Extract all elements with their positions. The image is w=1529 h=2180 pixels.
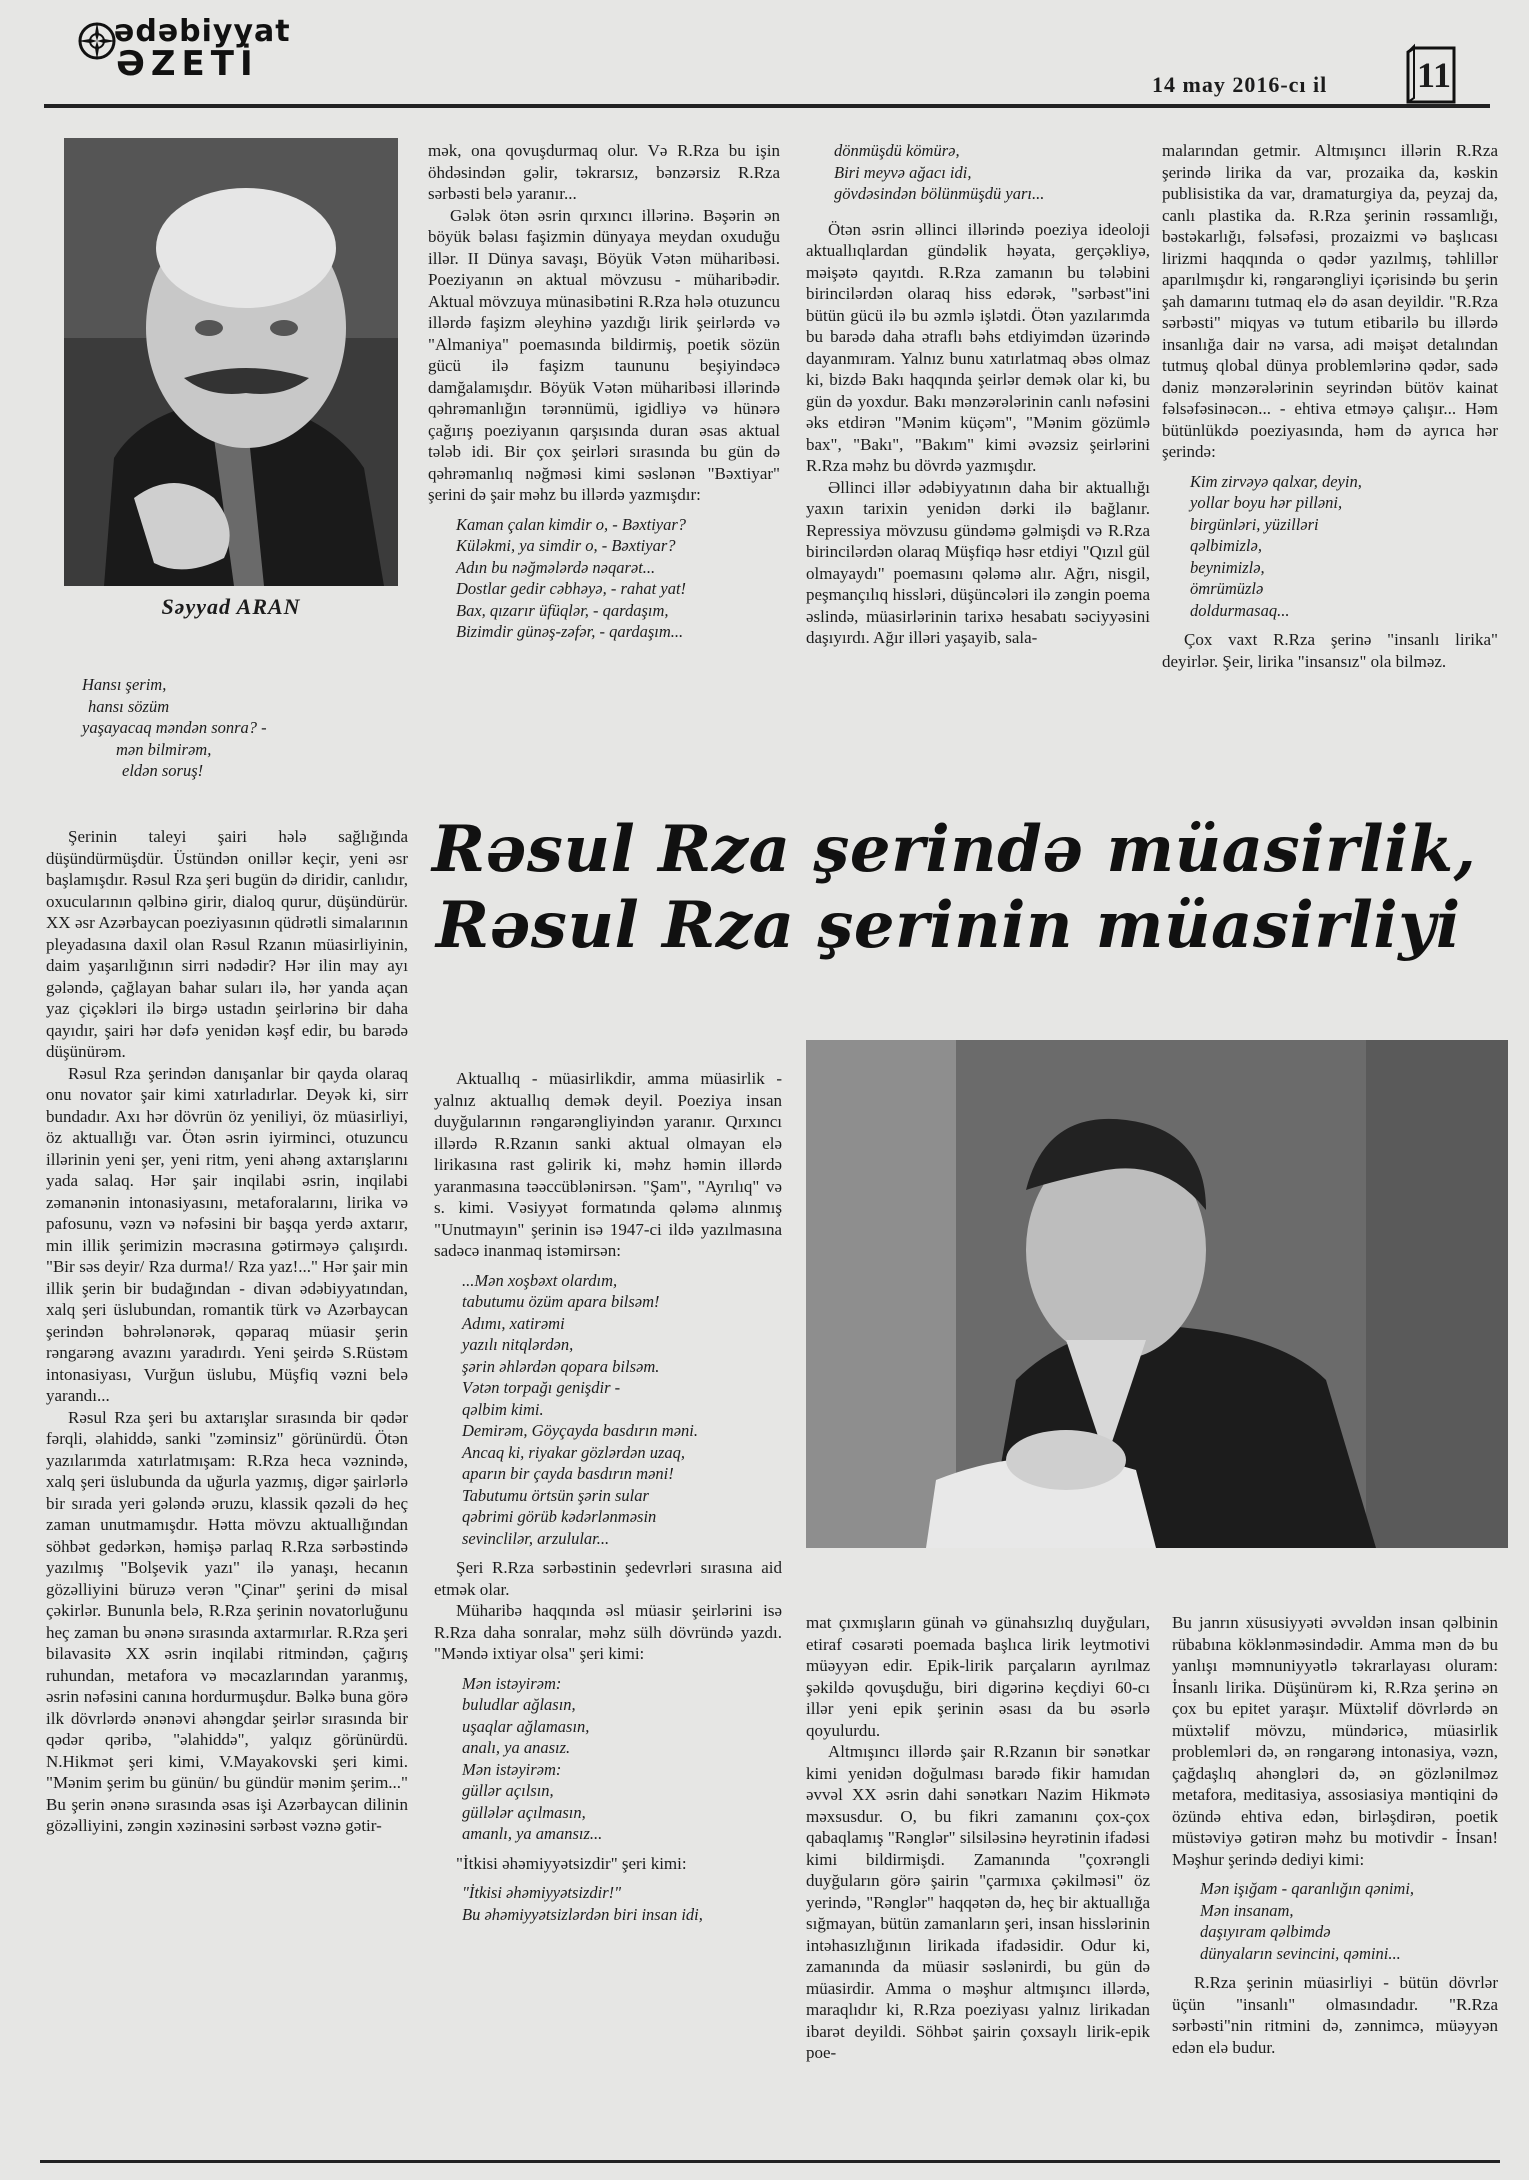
poem-line: Dostlar gedir cəbhəyə, - rahat yat!	[456, 579, 687, 598]
epigraph-line: Hansı şerim,	[82, 675, 167, 694]
article-column-4-bottom	[1172, 1612, 1498, 2058]
article-column-2-bottom	[434, 1068, 782, 1933]
paragraph: Şerinin taleyi şairi hələ sağlığında düşündürmüşdür. Üstündən onillər keçir, yeni əsr başlamışdır. Rəsul Rza şeri bugün də diridir, canlıdır, oxucularının qəlbinə girir, dialoq qurur, düşündürür. XX əsr Azərbaycan poeziyasının qüdrətli simalarının pleyadasına daxil olan Rəsul Rzanın müasirliyinin, daim yaşarılığının sirri nədədir? Hər ilin may ayı gələndə, çağlayan bahar suları ilə, hər yanda açan yaz çiçəkləri ilə birgə ustadın şeirlərinə bir daha qayıdır, şairi hər dəfə yenidən kəşf edir, bu barədə düşünürəm.	[46, 827, 408, 1061]
poem-line: Demirəm, Göyçayda basdırın məni.	[462, 1421, 698, 1440]
rasul-rza-photo	[806, 1040, 1508, 1548]
logo-line-2: ƏZETİ	[116, 44, 259, 84]
poem-line: amanlı, ya amansız...	[462, 1824, 603, 1843]
masthead-rule	[44, 104, 1490, 108]
headline-line-2: Rəsul Rza şerinin müasirliyi	[436, 888, 1461, 963]
poem-line: Bax, qızarır üfüqlər, - qardaşım,	[456, 600, 669, 620]
paragraph: mat çıxmışların günah və günahsızlıq duyğuları, etiraf cəsarəti poemada başlıca lirik leytmotivi müəyyən edir. Epik-lirik parçaların ayrılmaz şəkildə qovuşduğu, biri digərinə keçdiyi 60-cı illər yeni epik şerinin əsası da bu əsərlə qoyulurdu.	[806, 1613, 1150, 1740]
paragraph: malarından getmir. Altmışıncı illərin R.Rza şerində lirika da var, prozaika da, kəskin publisistika da var, dramaturgiya da, peyzaj da, canlı plastika da. R.Rza şerinin rəssamlığı, bəstəkarlığı, fəlsəfəsi, prozaizmi və başlıcası lirizmi haqqında o qədər yazılmış, təhlillər aparılmışdır ki, rəngarəngliyi içərisində bu şerin şah damarını tutmaq elə də asan deyildir. "R.Rza sərbəsti" miqyas və tutum etibarilə bu illərdə insanlığa dair nə varsa, adi məişət detalından tutmuş qlobal dünya problemlərinə qədər, sadə dəniz mənzərələrinin seyrindən bütöv kainat fəlsəfəsinəcən... - ehtiva etməyə çalışır... Həm bütünlükdə poeziyasında, həm də ayrıca hər şerində:	[1162, 141, 1498, 461]
poem-line: dönmüşdü kömürə,	[834, 141, 960, 160]
poem-itkisi	[462, 1882, 782, 1925]
footer-rule	[40, 2160, 1500, 2163]
poem-line: yollar boyu hər pilləni,	[1190, 493, 1343, 512]
poem-line: beynimizlə,	[1190, 557, 1265, 577]
poem-line: doldurmasaq...	[1190, 600, 1290, 620]
headline	[432, 812, 1502, 964]
poem-fragment	[834, 140, 1150, 205]
paragraph: Bu janrın xüsusiyyəti əvvəldən insan qəlbinin rübabına köklənməsindədir. Amma mən də bu yanlışı məmnuniyyətlə təkrarlayası oluram: İnsanlı lirika. Düşünürəm ki, R.Rza şerinə ən çox bu epitet yaraşır. Müxtəlif dövrlərdə ən müxtəlif mövzu, mündəricə, müasirlik problemləri də, ən rəngarəng intonasiya, vəzn, çağdaşlıq ahəngləri də, ən gözlənilməz metafora, meditasiya, assosiasiya məntiqini də özündə ehtiva edən, birləşdirən, poetik müstəviyə gətirən məhz bu motivdir - İnsan! Məşhur şerində dediyi kimi:	[1172, 1613, 1498, 1869]
poem-line: güllələr açılmasın,	[462, 1802, 586, 1822]
poem-men-isigam	[1200, 1878, 1498, 1964]
poem-line: buludlar ağlasın,	[462, 1695, 576, 1714]
paragraph: Altmışıncı illərdə şair R.Rzanın bir sənətkar kimi yenidən doğulması barədə fikir hamıdan əvvəl XX əsrin dahi sənətkarı Nazim Hikmətə məxsusdur. O, bu fikri zamanını çox-çox qabaqlamış "Rənglər" silsiləsinə heyrətinin ifadəsi kimi bildirmişdi. Zamanında "çoxrəngli duyğuların görə şairin "çarmıxa çəkilməsi" öz yerində, "Rənglər" haqqətən də, heç bir aktuallığa sığmayan, bütün zamanların şeri, insan hisslərinin intəhasızlığının lirikada ifadəsidir. Odur ki, zamanında da müasir səslənirdi, bu gün də müasirdir. Amma o məşhur altmışıncı illərdə, maraqlıdır ki, R.Rza poeziyası yalnız lirikadan ibarət deyildi. Söhbət şairin çoxsaylı lirik-epik poe-	[806, 1742, 1150, 2062]
poem-line: Biri meyvə ağacı idi,	[834, 162, 972, 182]
poem-line: Bizimdir günəş-zəfər, - qardaşım...	[456, 622, 684, 641]
paragraph: Rəsul Rza şeri bu axtarışlar sırasında bir qədər fərqli, əlahiddə, sanki "zəminsiz" görünürdü. Ötən yazılarımda xatırlatmışam: R.Rza heca vəznində, xalq şeri üslubunda da uğurla yazmış, digər şairlərlə bir sırada yeri gələndə əruzu, klassik qəzəli də heç zaman unutmamışdır. Hətta mövzu aktuallığından söhbət gedərkən, həmişə parlaq R.Rza sərbəstində yazılmış "Bolşevik yazı" ilə yanaşı, hecanın gözəlliyini büruzə verən "Çinar" şerini də misal çəkirlər. Bununla belə, R.Rza şerinin novatorluğunu heç zaman bu ənənə sırasında axtarmırlar. R.Rza şeri bilavasitə XX əsrin inqilabi ritmindən, çağırış ruhundan, metafora və məcazlarından yaranmış, əsrin nəfəsini canına hordurmuşdur. Bəlkə buna görə ilk dövrlərdə ənənəvi ahəngdar şeirlər sırasında bir qədər qəribə, "əlahiddə", yalqız görünürdü. N.Hikmət şeri kimi, V.Mayakovski şeri kimi. "Mənim şerim bu günün/ bu gündür mənim şerim..." Bu şerin ənənə sırasında əsas işi Azərbaycan dilinin gözəlliyini, zəngin xəzinəsini sərbəst vəznə gətir-	[46, 1407, 408, 1835]
poem-line: Mən istəyirəm:	[462, 1759, 562, 1779]
epigraph-line: eldən soruş!	[122, 761, 204, 780]
newspaper-logo[interactable]	[76, 14, 316, 84]
author-photo	[64, 138, 398, 586]
paragraph: "İtkisi əhəmiyyətsizdir" şeri kimi:	[456, 1853, 687, 1873]
poem-line: ömrümüzlə	[1190, 579, 1264, 598]
poem-line: Mən işığam - qaranlığın qənimi,	[1200, 1879, 1415, 1898]
logo-emblem-icon	[76, 20, 118, 62]
poem-line: Kaman çalan kimdir o, - Bəxtiyar?	[456, 514, 687, 534]
paragraph: Əllinci illər ədəbiyyatının daha bir aktuallığı yaxın tarixin yenidən dərki ilə bağlanır. Repressiya mövzusu gündəmə gəlmişdi və R.Rza birincilərdən olaraq Müşfiqə həsr etdiyi "Qızıl gül olmayaydı" poemasını qələmə alır. Ağrı, nisgil, peşmançılıq hissləri, düşüncələri ilə zəngin poema əslində, müasirlərinin tarixə hesabatı səciyyəsini daşıyırdı. Ağır illəri yaşayib, sala-	[806, 477, 1150, 647]
poem-line: Mən insanam,	[1200, 1900, 1294, 1920]
paragraph: Ötən əsrin əllinci illərində poeziya ideoloji aktuallıqlardan gündəlik həyata, gerçəkliyə, məişətə qayıtdı. R.Rza zamanın bu tələbini birincilərdən olaraq hiss edərək, "sərbəst"ini bütün gücü ilə bu əzmlə işlətdi. Ötən yazılarımda bu barədə daha ətraflı bəhs etdiyimdən üzərində dayanmıram. Yalnız bunu xatırlatmaq əbəs olmaz ki, bizdə Bakı haqqında şeirlər demək olar ki, bu gün də yoxdur. Bakı mənzərələrinin canlı nəfəsini əks etdirən "Mənim küçəm", "Mənim gözümlə bax", "Bakı", "Bakım" kimi əvəzsiz şeirlərini R.Rza məhz bu dövrdə yazmışdır.	[806, 219, 1150, 475]
poem-line: Tabutumu örtsün şərin sular	[462, 1485, 649, 1505]
poem-line: Mən istəyirəm:	[462, 1673, 562, 1693]
poem-line: Adımı, xatirəmi	[462, 1313, 565, 1333]
poem-line: Adın bu nəğmələrdə nəqarət...	[456, 557, 656, 577]
epigraph-line: hansı sözüm	[88, 696, 170, 716]
article-column-1	[46, 826, 408, 1837]
paragraph: Aktuallıq - müasirlikdir, amma müasirlik - yalnız aktuallıq demək deyil. Poeziya insan duyğularının rəngarəngliyindən yaranır. Qırxıncı illərdə R.Rzanın sanki aktual olmayan elə lirikasına rast gəlirik ki, məhz həmin illərdə yaranmasına təəccüblənirsən. "Şam", "Ayrılıq" və s. kimi. Vəsiyyət formatında qələmə alınmış "Unutmayın" şerinin isə 1947-ci ildə yazılmasına sadəcə inanmaq istəmirsən:	[434, 1069, 782, 1260]
author-name: Səyyad ARAN	[161, 594, 301, 619]
poem-line: Kim zirvəyə qalxar, deyin,	[1190, 471, 1362, 491]
epigraph-line: yaşayacaq məndən sonra? -	[82, 718, 267, 737]
poem-line: "İtkisi əhəmiyyətsizdir!"	[462, 1883, 622, 1902]
issue-date: 14 may 2016-cı il	[1152, 72, 1328, 97]
paragraph: R.Rza şerinin müasirliyi - bütün dövrlər üçün "insanlı" olmasındadır. "R.Rza sərbəsti"nin ritmini də, zənnimcə, müəyyən edən elə budur.	[1172, 1973, 1498, 2057]
paragraph: mək, ona qovuşdurmaq olur. Və R.Rza bu işin öhdəsindən gəlir, təkrarsız, bənzərsiz R.Rza sərbəsti belə yaranır...	[428, 141, 780, 203]
poem-line: yazılı nitqlərdən,	[462, 1335, 574, 1354]
rasul-rza-portrait-image	[806, 1040, 1508, 1548]
poem-line: qəlbimizlə,	[1190, 536, 1262, 555]
poem-mende-ixtiyar	[462, 1673, 782, 1845]
poem-line: Vətən torpağı genişdir -	[462, 1378, 621, 1397]
headline-line-1: Rəsul Rza şerində müasirlik,	[432, 812, 1477, 887]
paragraph: Çox vaxt R.Rza şerinə "insanlı lirika" deyirlər. Şeir, lirika "insansız" ola bilməz.	[1162, 630, 1498, 671]
poem-line: ...Mən xoşbəxt olardım,	[462, 1270, 618, 1290]
poem-line: birgünləri, yüzilləri	[1190, 514, 1319, 534]
poem-bextiyar	[456, 514, 780, 643]
poem-line: Küləkmi, ya simdir o, - Bəxtiyar?	[456, 536, 676, 555]
logo-line-1: ədəbiyyat	[114, 14, 291, 49]
paragraph: Gələk ötən əsrin qırxıncı illərinə. Bəşərin ən böyük bəlası faşizmin dünyaya meydan oxuduğu illər. II Dünya savaşı, Böyük Vətən müharibəsi. Poeziyanın ən aktual mövzusu - müharibədir. Aktual mövzuya münasibətini R.Rza hələ otuzuncu illərdə faşizm əleyhinə yazdığı lirik şeirlərdə və "Almaniya" poemasında bildirmiş, poetik sözün gücü ilə faşizm taununu beşiyindəcə damğalamışdır. Böyük Vətən müharibəsi illərində qəhrəmanlığın tərənnümü, igidliyə və hünərə çağırış poeziyanın qarşısında duran əsas aktual tələb idi. Bir çox şeirləri sırasında bu gün də qəhrəmanlıq nəğməsi kimi səslənən "Bəxtiyar" şerini də şair məhz bu illərdə yazmışdır:	[428, 205, 780, 504]
poem-unutmayin	[462, 1270, 782, 1550]
poem-line: qəlbim kimi.	[462, 1399, 544, 1419]
paragraph: Şeri R.Rza sərbəstinin şedevrləri sırasına aid etmək olar.	[434, 1558, 782, 1599]
article-column-2-top	[428, 140, 780, 651]
poem-line: qəbrimi görüb kədərlənməsin	[462, 1507, 657, 1526]
article-column-3-bottom	[806, 1612, 1150, 2064]
poem-line: gövdəsindən bölünmüşdü yarı...	[834, 184, 1045, 203]
poem-line: dünyaların sevincini, qəmini...	[1200, 1943, 1401, 1963]
poem-line: Ancaq ki, riyakar gözlərdən uzaq,	[462, 1442, 686, 1462]
epigraph	[82, 674, 382, 782]
article-column-3-top	[806, 140, 1150, 649]
paragraph: Rəsul Rza şerindən danışanlar bir qayda olaraq onu novator şair kimi xatırladırlar. Deyək ki, sirr bundadır. Axı hər dövrün öz yeniliyi, öz müasirliyi, öz aktuallığı var. Ötən əsrin iyirminci, otuzuncu illərinin yeni şer, yeni ritm, yeni ahəng axtarışlarını yada salaq. Hər şair inqilabi əsrin, inqilabi zəmanənin intonasiyasını, metaforalarını, lirika və pafosunu, vəzn və nəfəsini bir başqa yerdə axtarır, min illik şerimizin məcrasına gətirməyə çalışırdı. "Bir səs deyir/ Rza durma!/ Rza yaz!..." Hər şair min illik şerin bir budağından - divan ədəbiyyatından, xalq şeri üslubundan, romantik türk və Azərbaycan şerindən bəhrələnərək, qəparaq müasir şerin rəngarəng avazını yaradırdı. Yeni şeirdə S.Rüstəm intonasiyası, Vurğun üslubu, Müşfiq vəzni belə yarandı...	[46, 1063, 408, 1405]
poem-line: daşıyıram qəlbimdə	[1200, 1922, 1331, 1941]
poem-line: şərin əhlərdən qopara bilsəm.	[462, 1356, 660, 1376]
page-number-box	[1402, 42, 1462, 108]
author-portrait-image	[64, 138, 398, 586]
poem-line: analı, ya anasız.	[462, 1738, 571, 1757]
poem-line: aparın bir çayda basdırın məni!	[462, 1464, 674, 1483]
poem-line: tabutumu özüm apara bilsəm!	[462, 1292, 660, 1311]
paragraph: Müharibə haqqında əsl müasir şeirlərini isə R.Rza daha sonralar, məhz sülh dövründə yazdı. "Məndə ixtiyar olsa" şeri kimi:	[434, 1601, 782, 1663]
poem-line: Bu əhəmiyyətsizlərdən biri insan idi,	[462, 1904, 703, 1924]
poem-zirve	[1190, 471, 1498, 622]
poem-line: sevinclilər, arzulular...	[462, 1528, 610, 1548]
epigraph-line: mən bilmirəm,	[116, 739, 212, 759]
poem-line: güllər açılsın,	[462, 1781, 554, 1800]
article-column-4-top	[1162, 140, 1498, 672]
page-number: 11	[1416, 55, 1451, 95]
poem-line: uşaqlar ağlamasın,	[462, 1716, 590, 1736]
